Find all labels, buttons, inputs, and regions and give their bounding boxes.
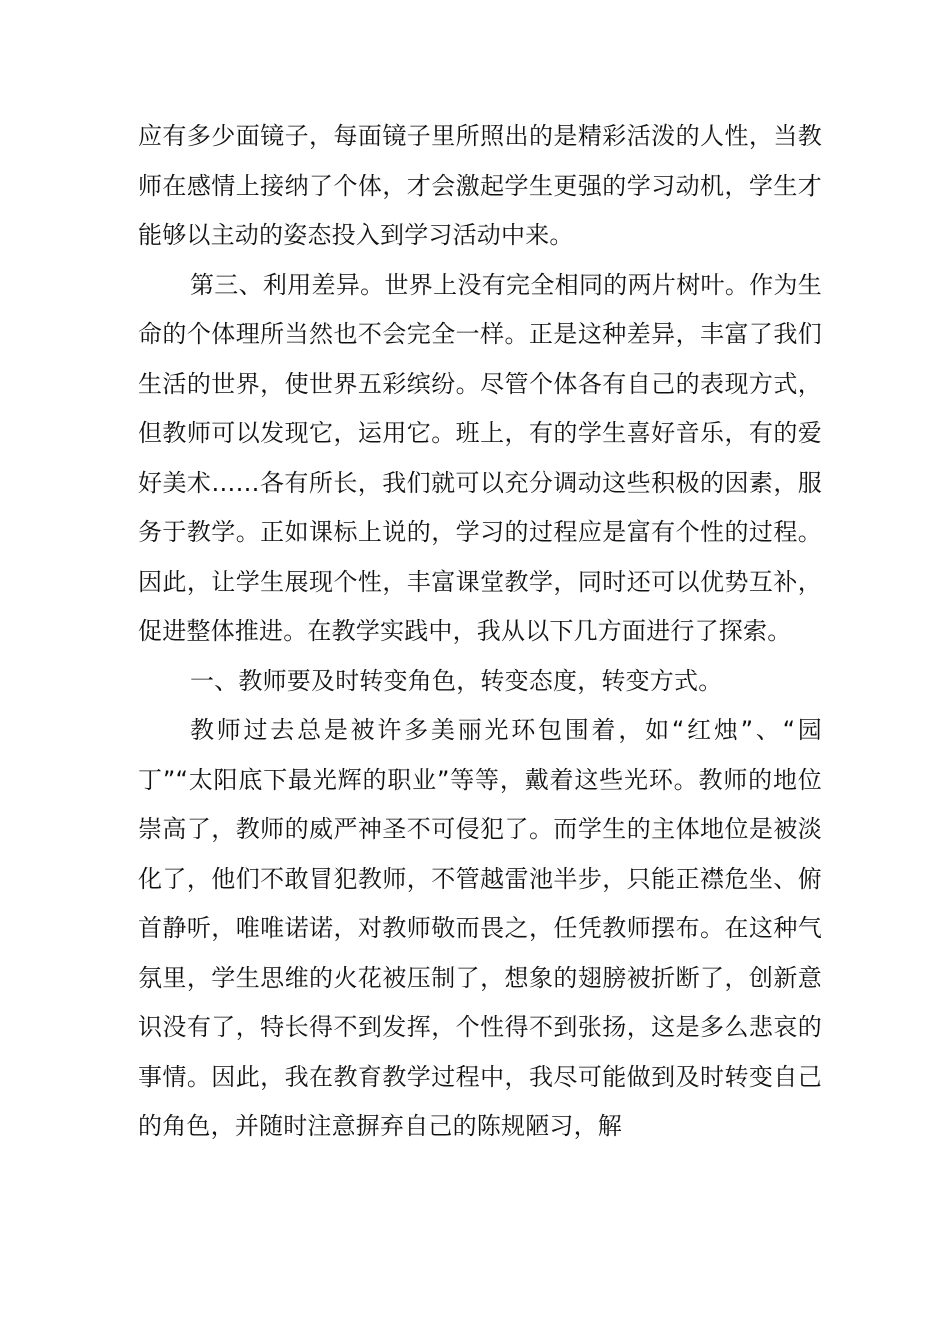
section-heading: 一、教师要及时转变角色，转变态度，转变方式。 bbox=[190, 666, 723, 695]
paragraph-1: 应有多少面镜子，每面镜子里所照出的是精彩活泼的人性，当教师在感情上接纳了个体，才会激起学生更强的学习动机，学生才能够以主动的姿态投入到学习活动中来。 bbox=[138, 122, 822, 249]
paragraph-4: 教师过去总是被许多美丽光环包围着，如“红烛”、“园丁”“太阳底下最光辉的职业”等等，戴着这些光环。教师的地位崇高了，教师的威严神圣不可侵犯了。而学生的主体地位是被淡化了，他们不敢冒犯教师，不管越雷池半步，只能正襟危坐、俯首静听，唯唯诺诺，对教师敬而畏之，任凭教师摆布。在这种气氛里，学生思维的火花被压制了，想象的翅膀被折断了，创新意识没有了，特长得不到发挥，个性得不到张扬，这是多么悲哀的事情。因此，我在教育教学过程中，我尽可能做到及时转变自己的角色，并随时注意摒弃自己的陈规陋习，解 bbox=[138, 716, 822, 1140]
body-text bbox=[138, 112, 822, 1152]
paragraph-2: 第三、利用差异。世界上没有完全相同的两片树叶。作为生命的个体理所当然也不会完全一样。正是这种差异，丰富了我们生活的世界，使世界五彩缤纷。尽管个体各有自己的表现方式，但教师可以发现它，运用它。班上，有的学生喜好音乐，有的爱好美术……各有所长，我们就可以充分调动这些积极的因素，服务于教学。正如课标上说的，学习的过程应是富有个性的过程。因此，让学生展现个性，丰富课堂教学，同时还可以优势互补，促进整体推进。在教学实践中，我从以下几方面进行了探索。 bbox=[138, 270, 822, 645]
